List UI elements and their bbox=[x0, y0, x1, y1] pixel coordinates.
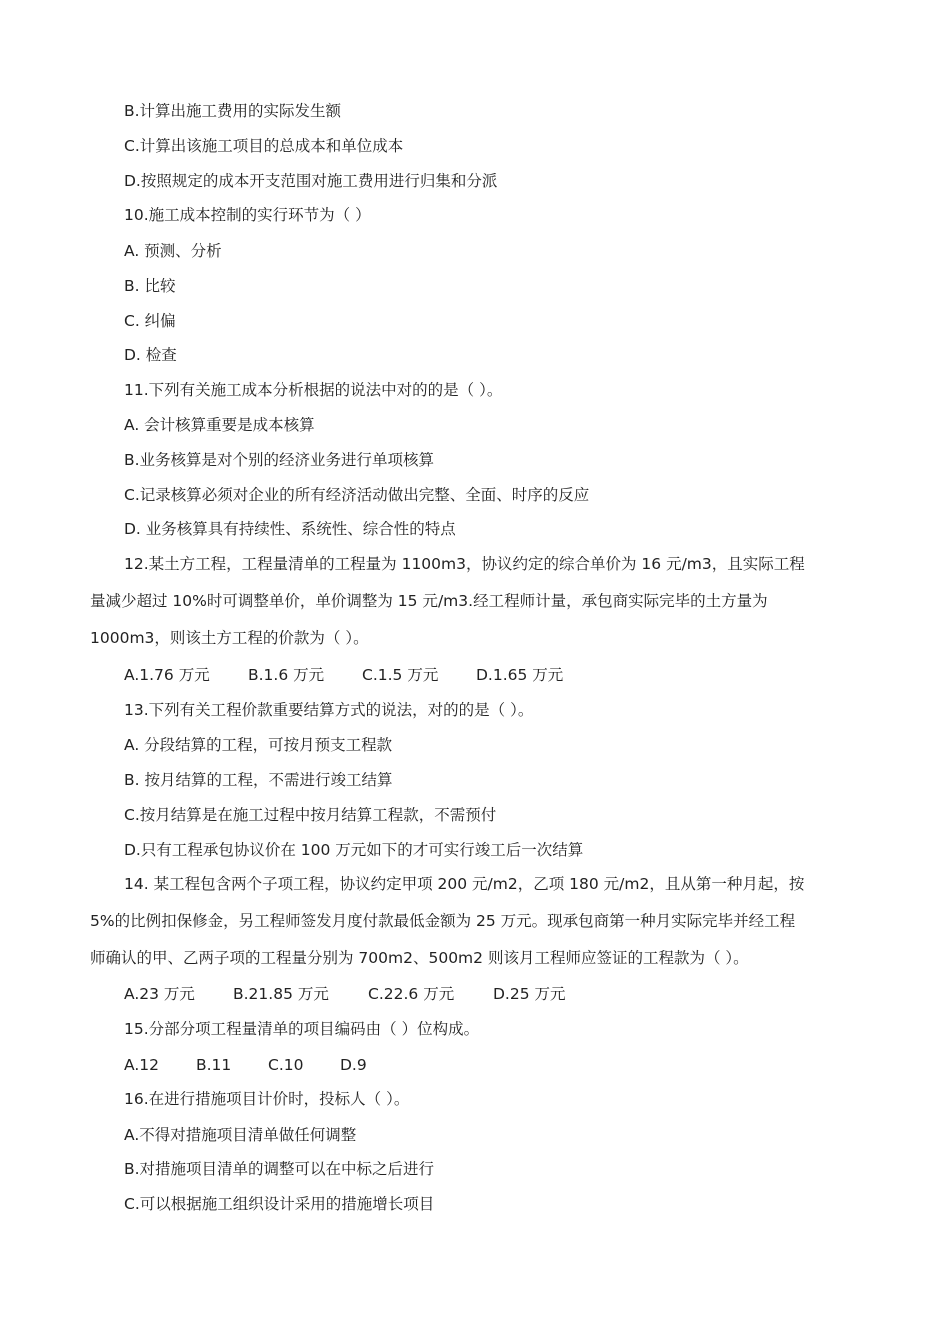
option-text: B.业务核算是对个别的经济业务进行单项核算 bbox=[124, 451, 435, 469]
option-b: B.11 bbox=[196, 1056, 232, 1074]
option-text: D.只有工程承包协议价在 100 万元如下的才可实行竣工后一次结算 bbox=[124, 841, 584, 859]
option-text: B.对措施项目清单的调整可以在中标之后进行 bbox=[124, 1160, 435, 1178]
option-text: A. 预测、分析 bbox=[124, 242, 222, 260]
question-text-line: 师确认的甲、乙两子项的工程量分别为 700m2、500m2 则该月工程师应签证的工程款为（ ）。 bbox=[90, 949, 749, 967]
option-text: B.计算出施工费用的实际发生额 bbox=[124, 102, 342, 120]
question-15-options bbox=[124, 1054, 367, 1076]
option-text: C.记录核算必须对企业的所有经济活动做出完整、全面、时序的反应 bbox=[124, 486, 590, 504]
option-d: D.25 万元 bbox=[493, 985, 566, 1003]
option-a: A.23 万元 bbox=[124, 985, 195, 1003]
question-14 bbox=[90, 873, 860, 984]
option-b: B.1.6 万元 bbox=[248, 666, 325, 684]
option-text: A. 会计核算重要是成本核算 bbox=[124, 416, 315, 434]
option-text: C.计算出该施工项目的总成本和单位成本 bbox=[124, 137, 404, 155]
option-a: A.1.76 万元 bbox=[124, 666, 210, 684]
question-text-line: 5%的比例扣保修金，另工程师签发月度付款最低金额为 25 万元。现承包商第一种月实际完毕并经工程 bbox=[90, 912, 796, 930]
option-text: A.不得对措施项目清单做任何调整 bbox=[124, 1126, 357, 1144]
option-c: C.22.6 万元 bbox=[368, 985, 455, 1003]
question-16: 16.在进行措施项目计价时，投标人（ ）。 bbox=[124, 1090, 410, 1108]
option-c: C.10 bbox=[268, 1056, 304, 1074]
option-text: C.按月结算是在施工过程中按月结算工程款，不需预付 bbox=[124, 806, 497, 824]
option-d: D.9 bbox=[340, 1056, 367, 1074]
option-text: D. 检查 bbox=[124, 346, 177, 364]
question-13: 13.下列有关工程价款重要结算方式的说法，对的的是（ ）。 bbox=[124, 701, 534, 719]
option-text: C. 纠偏 bbox=[124, 312, 176, 330]
question-text-line: 14. 某工程包含两个子项工程，协议约定甲项 200 元/m2，乙项 180 元/m2，且从第一种月起，按 bbox=[124, 875, 805, 893]
option-text: B. 比较 bbox=[124, 277, 176, 295]
question-15: 15.分部分项工程量清单的项目编码由（ ）位构成。 bbox=[124, 1020, 480, 1038]
option-b: B.21.85 万元 bbox=[233, 985, 329, 1003]
option-text: A. 分段结算的工程，可按月预支工程款 bbox=[124, 736, 393, 754]
question-10: 10.施工成本控制的实行环节为（ ） bbox=[124, 206, 371, 224]
question-12 bbox=[90, 553, 860, 664]
option-a: A.12 bbox=[124, 1056, 159, 1074]
option-text: B. 按月结算的工程，不需进行竣工结算 bbox=[124, 771, 393, 789]
option-text: D. 业务核算具有持续性、系统性、综合性的特点 bbox=[124, 520, 456, 538]
option-text: D.按照规定的成本开支范围对施工费用进行归集和分派 bbox=[124, 172, 498, 190]
question-text-line: 1000m3，则该土方工程的价款为（ ）。 bbox=[90, 629, 369, 647]
option-d: D.1.65 万元 bbox=[476, 666, 564, 684]
option-c: C.1.5 万元 bbox=[362, 666, 439, 684]
question-12-options bbox=[124, 664, 563, 686]
question-14-options bbox=[124, 983, 566, 1005]
question-11: 11.下列有关施工成本分析根据的说法中对的的是（ ）。 bbox=[124, 381, 503, 399]
question-text-line: 量减少超过 10%时可调整单价，单价调整为 15 元/m3.经工程师计量，承包商实际完毕的土方量为 bbox=[90, 592, 768, 610]
question-text-line: 12.某土方工程，工程量清单的工程量为 1100m3，协议约定的综合单价为 16 元/m3，且实际工程 bbox=[124, 555, 805, 573]
option-text: C.可以根据施工组织设计采用的措施增长项目 bbox=[124, 1195, 435, 1213]
